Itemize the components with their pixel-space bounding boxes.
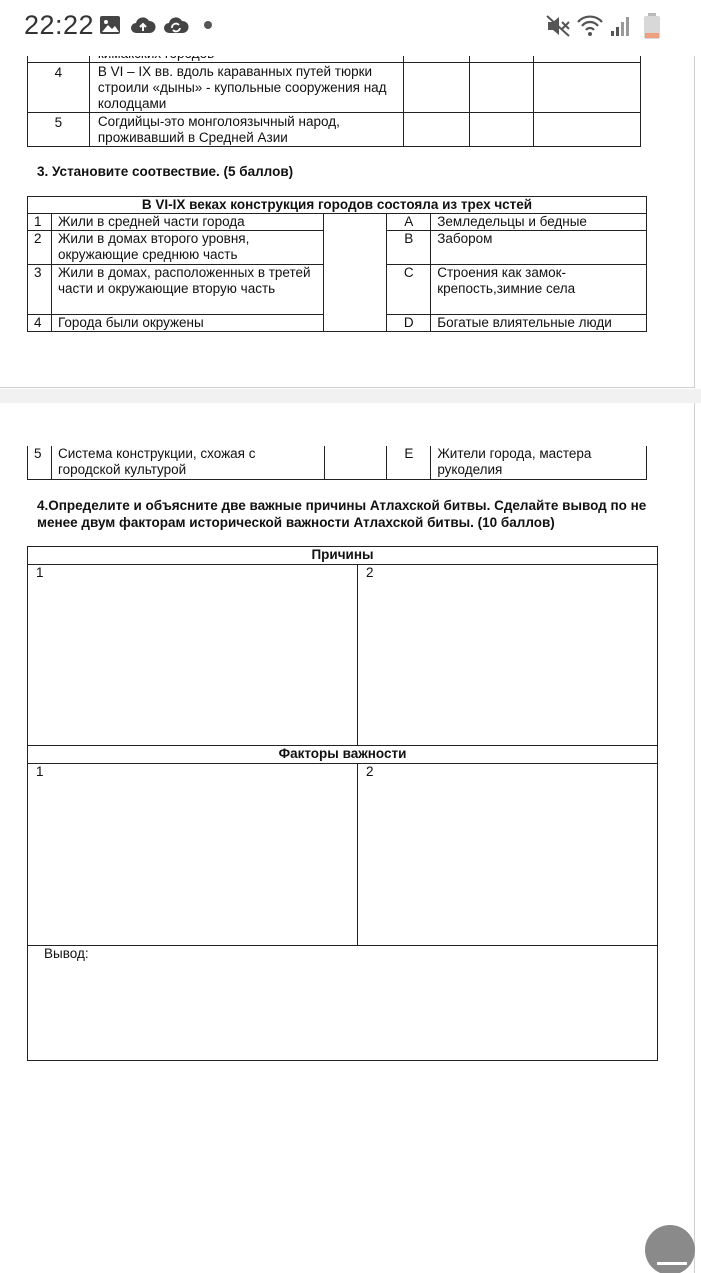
cause-1-cell[interactable]: 1	[28, 565, 358, 746]
right-item: Жители города, мастера рукоделия	[431, 446, 647, 479]
factor-1-cell[interactable]: 1	[28, 764, 358, 946]
answer-cell[interactable]	[534, 63, 641, 113]
answer-cell[interactable]	[470, 113, 534, 147]
muted-speaker-icon	[545, 14, 571, 38]
table-row	[28, 946, 658, 1061]
table-row	[28, 446, 647, 479]
table-row	[28, 113, 641, 147]
cause-2-cell[interactable]: 2	[358, 565, 658, 746]
status-bar	[0, 0, 701, 56]
factors-header: Факторы важности	[28, 746, 658, 764]
wifi-icon	[576, 14, 604, 38]
cloud-sync-icon	[163, 14, 189, 36]
causes-header: Причины	[28, 547, 658, 565]
right-item: Земледельцы и бедные	[431, 214, 647, 231]
fab-line-icon	[657, 1262, 687, 1265]
conclusion-cell[interactable]: Вывод:	[28, 946, 658, 1061]
document-page-2	[0, 403, 695, 1273]
answer-cell[interactable]	[534, 113, 641, 147]
statements-table	[27, 40, 641, 147]
left-item: Система конструкции, схожая с городской культурой	[51, 446, 324, 479]
option-letter: E	[387, 446, 431, 479]
answer-column[interactable]	[324, 214, 387, 332]
statement-text: В VI – IX вв. вдоль караванных путей тюрки строили «дыны» - купольные сооружения над колодцами	[89, 63, 404, 113]
table-header-row	[28, 547, 658, 565]
table-row	[28, 764, 658, 946]
status-time: 22:22	[24, 10, 95, 40]
table-header-row	[28, 197, 647, 214]
question-3-title: 3. Установите соотвествие. (5 баллов)	[37, 164, 294, 179]
battery-icon	[643, 12, 661, 40]
row-number: 4	[28, 315, 52, 332]
answer-column[interactable]	[324, 446, 387, 479]
left-item: Жили в средней части города	[51, 214, 324, 231]
table-header-row	[28, 746, 658, 764]
row-number: 3	[28, 265, 52, 315]
table-row	[28, 214, 647, 231]
option-letter: A	[387, 214, 431, 231]
factor-2-cell[interactable]: 2	[358, 764, 658, 946]
table-row	[28, 565, 658, 746]
matching-table-continued	[27, 446, 647, 480]
page-separator	[0, 389, 701, 403]
signal-icon	[609, 14, 633, 38]
row-number: 1	[28, 214, 52, 231]
matching-table	[27, 196, 647, 332]
question-4-title: 4.Определите и объясните две важные причины Атлахской битвы. Сделайте вывод по не менее двум факторам исторической важности Атлахской битвы. (10 баллов)	[37, 498, 647, 530]
cloud-upload-icon	[130, 14, 156, 36]
right-item: Строения как замок-крепость,зимние села	[431, 265, 647, 315]
table-row	[28, 63, 641, 113]
left-item: Города были окружены	[51, 315, 324, 332]
left-item: Жили в домах второго уровня, окружающие среднюю часть	[51, 231, 324, 265]
matching-table-header: В VI-IX веках конструкция городов состояла из трех чстей	[28, 197, 647, 214]
right-item: Богатые влиятельные люди	[431, 315, 647, 332]
notification-dot-icon	[203, 20, 213, 30]
answer-cell[interactable]	[404, 63, 470, 113]
causes-factors-table	[27, 546, 658, 1061]
left-item: Жили в домах, расположенных в третей части и окружающие вторую часть	[51, 265, 324, 315]
statement-text: Согдийцы-это монголоязычный народ, проживавший в Средней Азии	[89, 113, 404, 147]
document-page-1	[0, 0, 695, 388]
row-number: 4	[28, 63, 90, 113]
option-letter: C	[387, 265, 431, 315]
right-item: Забором	[431, 231, 647, 265]
answer-cell[interactable]	[404, 113, 470, 147]
answer-cell[interactable]	[470, 63, 534, 113]
gallery-icon	[99, 14, 121, 36]
row-number: 5	[28, 113, 90, 147]
row-number: 2	[28, 231, 52, 265]
row-number: 5	[28, 446, 52, 479]
option-letter: B	[387, 231, 431, 265]
option-letter: D	[387, 315, 431, 332]
floating-action-button[interactable]	[645, 1225, 695, 1273]
